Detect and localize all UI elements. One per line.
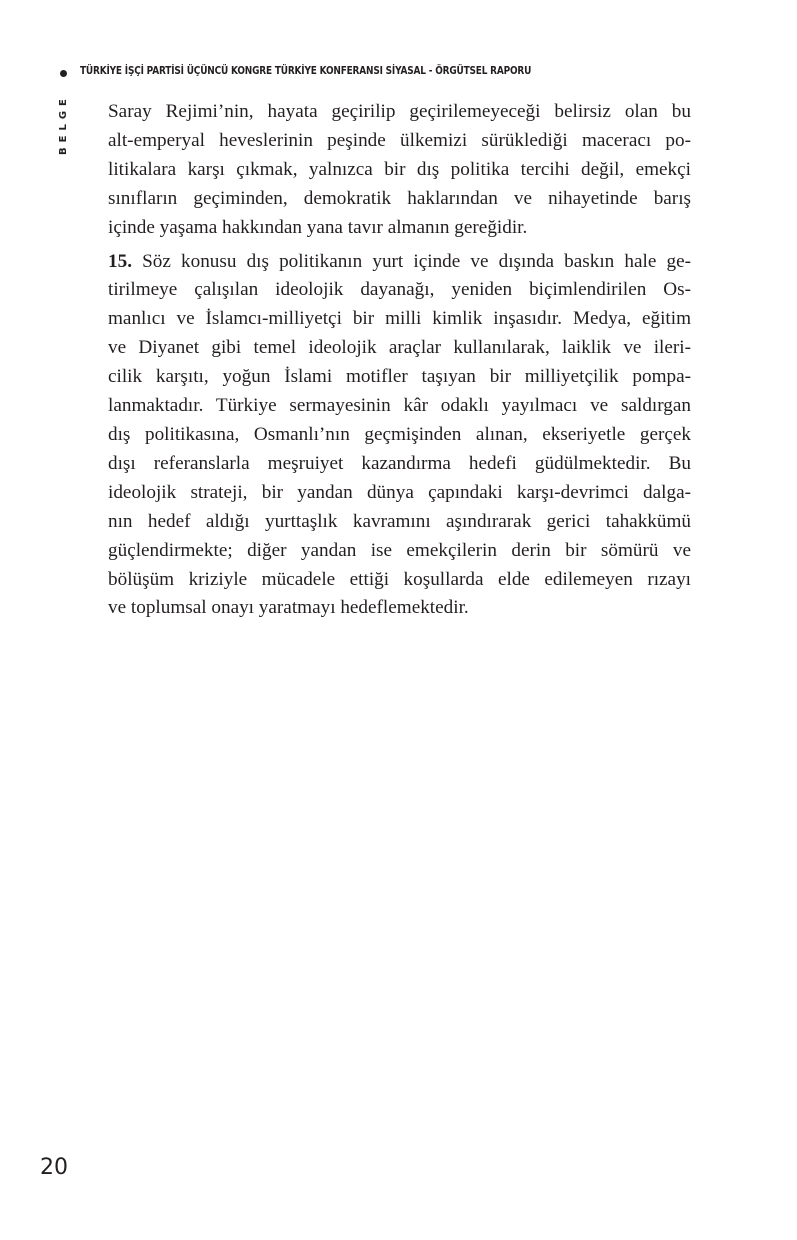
header-bullet xyxy=(60,70,67,77)
text-line: dışı referanslarla meşruiyet kazandırma hedefi güdülmektedir. Bu xyxy=(108,452,691,474)
side-label: BELGE xyxy=(58,94,69,155)
text-line: ve toplumsal onayı yaratmayı hedeflemektedir. xyxy=(108,597,469,619)
text-line: litikalara karşı çıkmak, yalnızca bir dış politika tercihi değil, emekçi xyxy=(108,158,691,180)
text-line: lanmaktadır. Türkiye sermayesinin kâr odaklı yayılmacı ve saldırgan xyxy=(108,395,691,417)
text-line: Saray Rejimi’nin, hayata geçirilip geçirilemeyeceği belirsiz olan bu xyxy=(108,101,691,122)
text-line: ideolojik strateji, bir yandan dünya çapındaki karşı-devrimci dalga- xyxy=(108,481,691,503)
text-line: sınıfların geçiminden, demokratik haklarından ve nihayetinde barış xyxy=(108,187,691,209)
paragraph xyxy=(108,248,691,624)
page-number: 20 xyxy=(40,1155,68,1180)
text-line: ve Diyanet gibi temel ideolojik araçlar kullanılarak, laiklik ve ileri- xyxy=(108,337,691,359)
paragraph xyxy=(108,98,691,243)
text-line: güçlendirmekte; diğer yandan ise emekçilerin derin bir sömürü ve xyxy=(108,539,691,561)
text-line: içinde yaşama hakkından yana tavır almanın gereğidir. xyxy=(108,216,528,238)
text-line: tirilmeye çalışılan ideolojik dayanağı, yeniden biçimlendirilen Os- xyxy=(108,279,691,301)
body-text xyxy=(108,98,691,623)
text-line: alt-emperyal heveslerinin peşinde ülkemizi sürüklediği maceracı po- xyxy=(108,129,691,151)
text-line: manlıcı ve İslamcı-milliyetçi bir milli kimlik inşasıdır. Medya, eğitim xyxy=(108,308,691,330)
text-line: bölüşüm kriziyle mücadele ettiği koşullarda elde edilemeyen rızayı xyxy=(108,568,691,590)
paragraph-number: 15. xyxy=(108,250,132,272)
text-line-content: Söz konusu dış politikanın yurt içinde ve dışında baskın hale ge- xyxy=(142,250,691,272)
text-line: nın hedef aldığı yurttaşlık kavramını aşındırarak gerici tahakkümü xyxy=(108,510,691,532)
running-header: TÜRKİYE İŞÇİ PARTİSİ ÜÇÜNCÜ KONGRE TÜRKİYE KONFERANSI SİYASAL - ÖRGÜTSEL RAPORU xyxy=(80,65,532,77)
text-line: dış politikasına, Osmanlı’nın geçmişinden alınan, ekseriyetle gerçek xyxy=(108,423,691,445)
text-line xyxy=(108,248,691,277)
text-line: cilik karşıtı, yoğun İslami motifler taşıyan bir milliyetçilik pompa- xyxy=(108,366,691,388)
